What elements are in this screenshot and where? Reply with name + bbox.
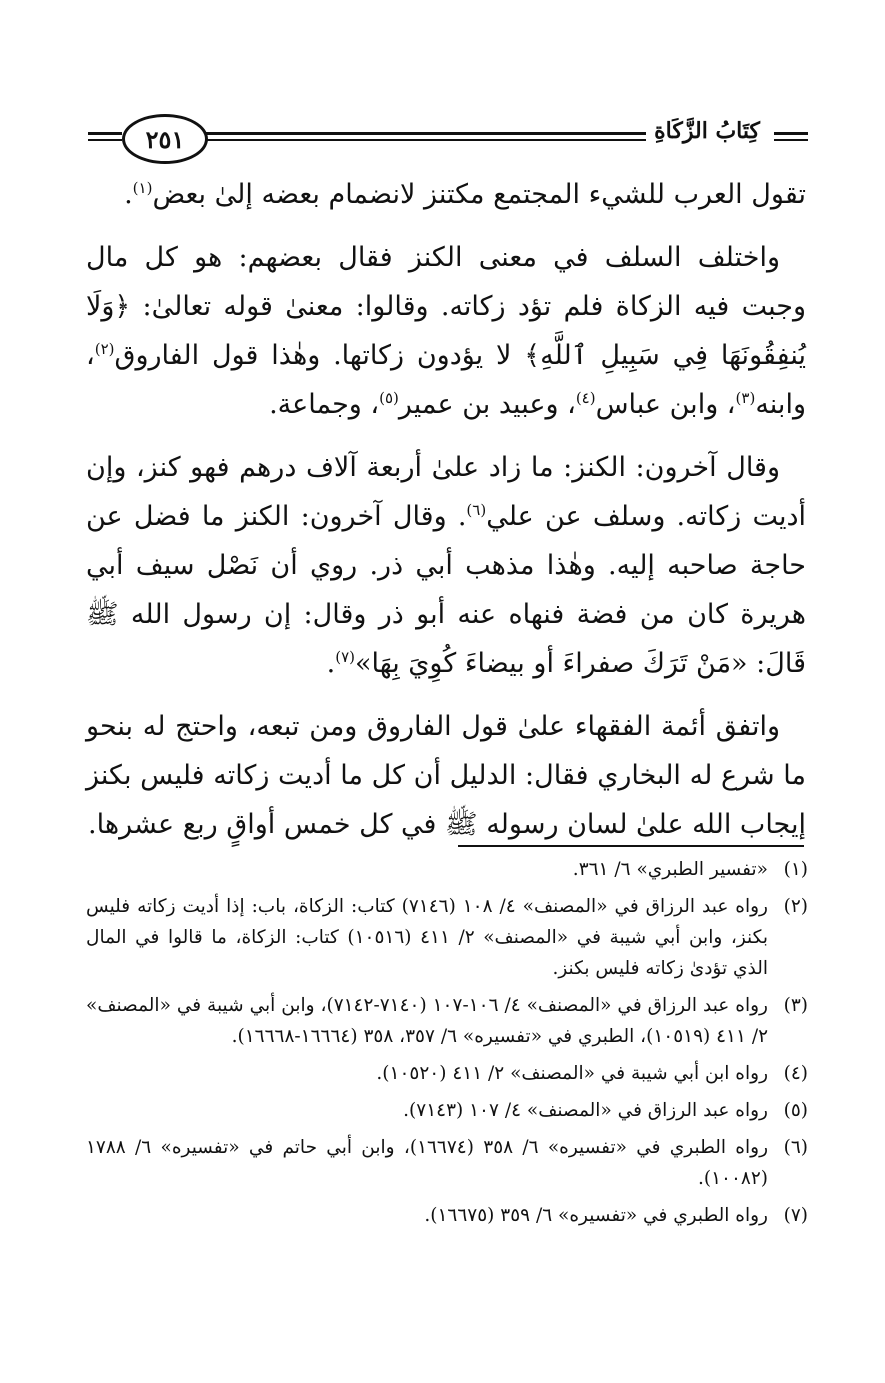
paragraph-text: . (124, 179, 133, 210)
footnote-text: رواه عبد الرزاق في «المصنف» ٤/ ١٠٨ (٧١٤٦) كتاب: الزكاة، باب: إذا أديت زكاته فليس بكنز، وابن أبي شيبة في «المصنف» ٢/ ٤١١ (١٠٥١٦) كتاب: الزكاة، ما قالوا في المال الذي تؤدىٰ زكاته فليس بكنز. (86, 896, 768, 979)
page-header (88, 112, 808, 166)
footnote-item (86, 891, 808, 984)
paragraph-3 (86, 443, 806, 688)
footnote-ref: (٦) (466, 501, 487, 519)
paragraph-text: واتفق أئمة الفقهاء علىٰ قول الفاروق ومن تبعه، واحتج له بنحو ما شرع له البخاري فقال: الدليل أن كل ما أديت زكاته فليس بكنز إيجاب الله علىٰ لسان رسوله ﷺ في كل خمس أواقٍ ربع عشرها. (86, 711, 806, 840)
footnote-text: رواه الطبري في «تفسيره» ٦/ ٣٥٨ (١٦٦٧٤)، وابن أبي حاتم في «تفسيره» ٦/ ١٧٨٨ (١٠٠٨٢). (86, 1137, 769, 1189)
paragraph-text: . (326, 648, 336, 679)
paragraph-text: ، وجماعة. (269, 389, 380, 420)
footnote-text: «تفسير الطبري» ٦/ ٣٦١. (572, 859, 768, 880)
page-number: ٢٥١ (122, 114, 208, 164)
footnote-ref: (٤) (575, 389, 596, 407)
header-rule-thin (206, 139, 712, 141)
footnote-item (86, 1095, 808, 1126)
footnote-ref: (١) (132, 179, 153, 197)
footnote-number: (٥) (783, 1100, 808, 1121)
header-rule-left (88, 132, 122, 135)
footnote-text: رواه ابن أبي شيبة في «المصنف» ٢/ ٤١١ (١٠٥٢٠). (376, 1063, 768, 1084)
footnote-item (86, 1132, 808, 1194)
footnote-text: رواه الطبري في «تفسيره» ٦/ ٣٥٩ (١٦٦٧٥). (424, 1205, 768, 1226)
footnote-text: رواه عبد الرزاق في «المصنف» ٤/ ١٠٧ (٧١٤٣). (403, 1100, 768, 1121)
book-title: كِتَابُ الزَّكَاةِ (646, 118, 768, 144)
paragraph-text: ، وابنه (86, 340, 806, 420)
main-text (86, 170, 806, 863)
paragraph-text: ، وابن عباس (595, 389, 736, 420)
paragraph-2 (86, 233, 806, 429)
footnote-number: (٢) (783, 896, 808, 917)
footnote-item (86, 990, 808, 1052)
paragraph-text: . وقال آخرون: الكنز ما فضل عن حاجة صاحبه إليه. وهٰذا مذهب أبي ذر. روي أن نَصْل سيف أبي هريرة كان من فضة فنهاه عنه أبو ذر وقال: إن رسول الله ﷺ قَالَ: «مَنْ تَرَكَ صفراءَ أو بيضاءَ كُوِيَ بِهَا» (86, 501, 806, 679)
footnote-text: رواه عبد الرزاق في «المصنف» ٤/ ١٠٦-١٠٧ (٧١٤٠-٧١٤٢)، وابن أبي شيبة في «المصنف» ٢/ ٤١١ (١٠٥١٩)، الطبري في «تفسيره» ٦/ ٣٥٧، ٣٥٨ (١٦٦٦٤-١٦٦٦٨). (86, 995, 768, 1047)
footnote-ref: (٣) (735, 389, 756, 407)
footnotes (86, 854, 808, 1237)
paragraph-4 (86, 702, 806, 849)
footnote-number: (١) (783, 859, 808, 880)
footnote-ref: (٢) (94, 340, 115, 358)
footnote-item (86, 1200, 808, 1231)
paragraph-text: وقال آخرون: الكنز: ما زاد علىٰ أربعة آلاف درهم فهو كنز، وإن أديت زكاته. وسلف عن علي (86, 452, 806, 532)
footnote-item (86, 1058, 808, 1089)
header-rule-right-thin (774, 139, 808, 141)
paragraph-1 (86, 170, 806, 219)
paragraph-text: واختلف السلف في معنى الكنز فقال بعضهم: هو كل مال وجبت فيه الزكاة فلم تؤد زكاته. وقالوا: معنىٰ قوله تعالىٰ: ﴿وَلَا يُنفِقُونَهَا فِي سَبِيلِ ٱللَّهِ﴾ لا يؤدون زكاتها. وهٰذا قول الفاروق (86, 242, 806, 371)
footnote-number: (٣) (783, 995, 808, 1016)
footnote-separator (458, 845, 804, 847)
paragraph-text: ، وعبيد بن عمير (398, 389, 576, 420)
header-rule (206, 132, 712, 135)
footnote-ref: (٧) (335, 648, 356, 666)
header-rule-right (774, 132, 808, 135)
paragraph-text: تقول العرب للشيء المجتمع مكتنز لانضمام بعضه إلىٰ بعض (152, 179, 806, 210)
footnote-number: (٦) (783, 1137, 808, 1158)
footnote-number: (٤) (783, 1063, 808, 1084)
footnote-ref: (٥) (379, 389, 399, 407)
header-rule-left-thin (88, 139, 122, 141)
footnote-number: (٧) (783, 1205, 808, 1226)
footnote-item (86, 854, 808, 885)
